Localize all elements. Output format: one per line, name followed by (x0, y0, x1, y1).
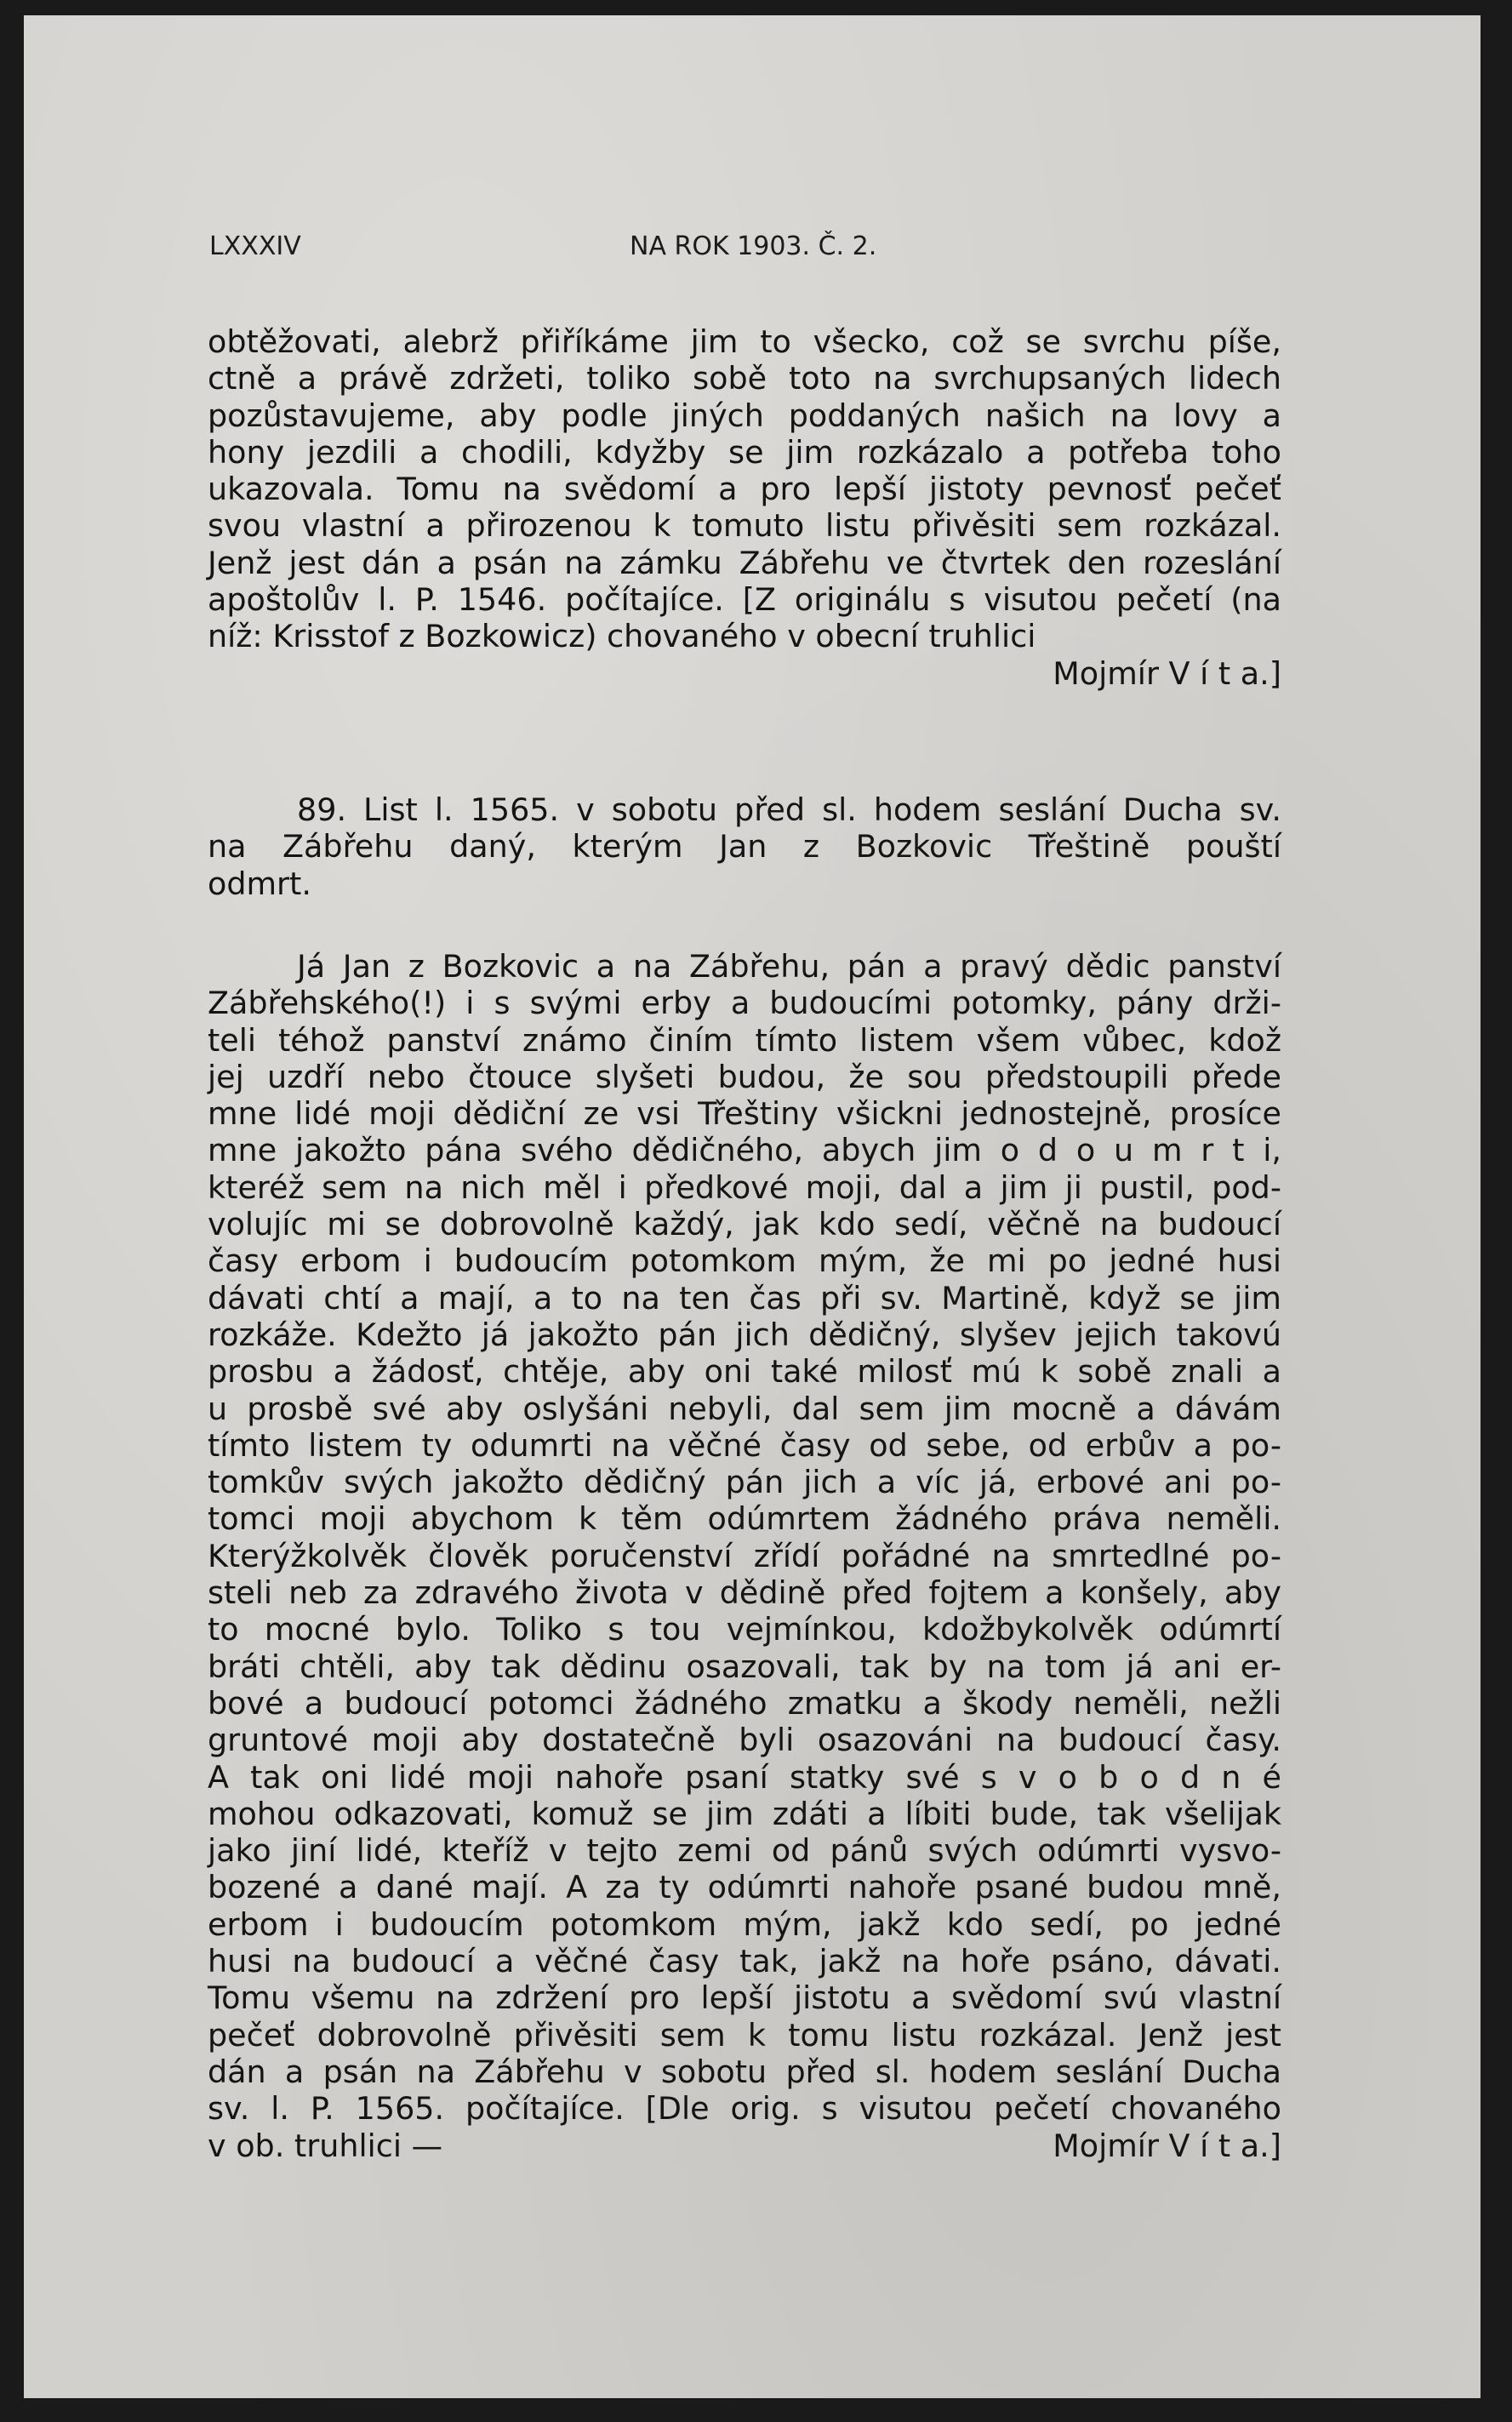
text-line: rozkáže. Kdežto já jakožto pán jich dědičný, slyšev jejich takovú (208, 1316, 1281, 1353)
text-line: volujíc mi se dobrovolně každý, jak kdo sedí, věčně na budoucí (208, 1206, 1281, 1243)
text-line: svou vlastní a přirozenou k tomuto listu přivěsiti sem rozkázal. (208, 507, 1281, 545)
text-line: mohou odkazovati, komuž se jim zdáti a líbiti bude, tak všelijak (208, 1795, 1281, 1832)
running-title: NA ROK 1903. Č. 2. (630, 231, 877, 261)
text-line: to mocné bylo. Toliko s tou vejmínkou, kdožbykolvěk odúmrtí (208, 1611, 1281, 1648)
text-line: hony jezdili a chodili, kdyžby se jim rozkázalo a potřeba toho (208, 433, 1281, 471)
page-number: LXXXIV (209, 231, 301, 261)
text-line: časy erbom i budoucím potomkom mým, že mi po jedné husi (208, 1242, 1281, 1280)
text-line: pozůstavujeme, aby podle jiných poddaných našich na lovy a (208, 397, 1281, 434)
text-line: husi na budoucí a věčné časy tak, jakž na hoře psáno, dávati. (208, 1943, 1281, 1980)
text-line: Tomu všemu na zdržení pro lepší jistotu a svědomí svú vlastní (208, 1979, 1281, 2017)
text-line: dán a psán na Zábřehu v sobotu před sl. hodem seslání Ducha (208, 2053, 1281, 2090)
text-line: tímto listem ty odumrti na věčné časy od sebe, od erbův a po- (208, 1426, 1281, 1464)
text-line: tomci moji abychom k těm odúmrtem žádného práva neměli. (208, 1500, 1281, 1538)
text-line: Kterýžkolvěk člověk poručenství zřídí pořádné na smrtedlné po- (208, 1537, 1281, 1574)
letter-1-body (208, 323, 1281, 692)
text-line: níž: Krisstof z Bozkowicz) chovaného v obecní truhlici (208, 618, 1036, 655)
text-line: u prosbě své aby oslyšáni nebyli, dal sem jim mocně a dávám (208, 1390, 1281, 1427)
text-line: tomkův svých jakožto dědičný pán jich a víc já, erbové ani po- (208, 1464, 1281, 1501)
text-line: Zábřehského(!) i s svými erby a budoucími potomky, pány drži- (208, 985, 1281, 1022)
text-line: dávati chtí a mají, a to na ten čas při sv. Martině, když se jim (208, 1279, 1281, 1317)
text-line: mne lidé moji dědiční ze vsi Třeštiny všickni jednostejně, prosíce (208, 1095, 1281, 1133)
heading-line: 89. List l. 1565. v sobotu před sl. hodem seslání Ducha sv. (297, 791, 1281, 828)
text-line: teli téhož panství známo činím tímto listem všem vůbec, kdož (208, 1021, 1281, 1059)
text-line: erbom i budoucím potomkom mým, jakž kdo sedí, po jedné (208, 1905, 1281, 1943)
closing-text: v ob. truhlici — (208, 2127, 443, 2164)
text-line: gruntové moji aby dostatečně byli osazováni na budoucí časy. (208, 1722, 1281, 1759)
text-line: Já Jan z Bozkovic a na Zábřehu, pán a pravý dědic panství (297, 948, 1281, 985)
text-line: sv. l. P. 1565. počítajíce. [Dle orig. s visutou pečetí chovaného (208, 2090, 1281, 2128)
text-line: bozené a dané mají. A za ty odúmrti nahoře psané budou mně, (208, 1869, 1281, 1906)
text-line: jako jiní lidé, kteříž v tejto zemi od pánů svých odúmrti vysvo- (208, 1832, 1281, 1870)
signature: Mojmír V í t a.] (1053, 654, 1281, 692)
closing-line (208, 2128, 1281, 2164)
text-line: A tak oni lidé moji nahoře psaní statky své s v o b o d n é (208, 1758, 1281, 1796)
text-line: mne jakožto pána svého dědičného, abych jim o d o u m r t i, (208, 1132, 1281, 1169)
text-line: Jenž jest dán a psán na zámku Zábřehu ve čtvrtek den rozeslání (208, 544, 1281, 581)
letter-2-body (208, 948, 1281, 2164)
text-line: ukazovala. Tomu na svědomí a pro lepší jistoty pevnosť pečeť (208, 471, 1281, 508)
heading-line: odmrt. (208, 865, 311, 902)
text-line: ctně a právě zdržeti, toliko sobě toto na svrchupsaných lidech (208, 360, 1281, 397)
text-line: bové a budoucí potomci žádného zmatku a škody neměli, nežli (208, 1684, 1281, 1722)
letter-2-heading (208, 791, 1281, 902)
text-line: apoštolův l. P. 1546. počítajíce. [Z originálu s visutou pečetí (na (208, 581, 1281, 619)
text-line: bráti chtěli, aby tak dědinu osazovali, tak by na tom já ani er- (208, 1648, 1281, 1685)
text-line: jej uzdří nebo čtouce slyšeti budou, že sou předstoupili přede (208, 1058, 1281, 1095)
text-line: obtěžovati, alebrž přiříkáme jim to všecko, což se svrchu píše, (208, 323, 1281, 360)
page-header (209, 231, 1145, 266)
page-sheet (24, 15, 1481, 2398)
heading-line: na Zábřehu daný, kterým Jan z Bozkovic Třeštině pouští (208, 828, 1281, 865)
text-line: pečeť dobrovolně přivěsiti sem k tomu listu rozkázal. Jenž jest (208, 2016, 1281, 2054)
signature: Mojmír V í t a.] (1053, 2127, 1281, 2164)
text-line: prosbu a žádosť, chtěje, aby oni také milosť mú k sobě znali a (208, 1353, 1281, 1391)
text-line: kteréž sem na nich měl i předkové moji, dal a jim ji pustil, pod- (208, 1168, 1281, 1206)
text-line: steli neb za zdravého života v dědině před fojtem a konšely, aby (208, 1574, 1281, 1612)
